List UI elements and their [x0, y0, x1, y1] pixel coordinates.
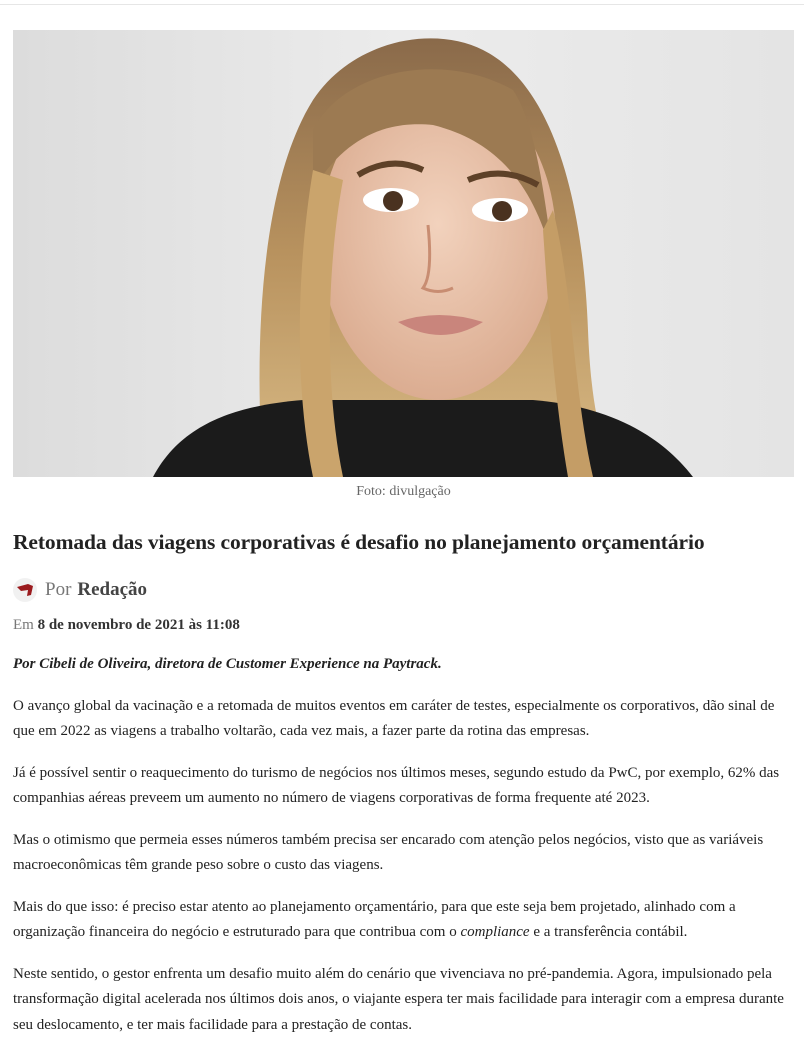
- paragraph-2: Já é possível sentir o reaquecimento do turismo de negócios nos últimos meses, segundo estudo da PwC, por exemplo, 62% das companhias aéreas preveem um aumento no número de viagens corporativas de forma frequente até 2023.: [13, 764, 780, 806]
- top-divider: [0, 0, 804, 5]
- article-title: Retomada das viagens corporativas é desafio no planejamento orçamentário: [13, 530, 705, 554]
- article-photo: [13, 30, 794, 477]
- paragraph-1: O avanço global da vacinação e a retomada de muitos eventos em caráter de testes, especialmente os corporativos, dão sinal de que em 2022 as viagens a trabalho voltarão, cada vez mais, a fazer parte da rotina das empresas.: [13, 697, 775, 739]
- byline: [13, 577, 147, 603]
- paragraph-3: Mas o otimismo que permeia esses números também precisa ser encarado com atenção pelos negócios, visto que as variáveis macroeconômicas têm grande peso sobre o custo das viagens.: [13, 831, 764, 873]
- paragraph-4-emphasis: compliance: [460, 924, 530, 940]
- paragraph-4-text: Mais do que isso: é preciso estar atento ao planejamento orçamentário, para que este seja bem projetado, alinhado com a organização financeira do negócio e estruturado para que contribua com o: [13, 898, 736, 940]
- byline-prefix: Por: [45, 579, 72, 600]
- paragraph-5: Neste sentido, o gestor enfrenta um desafio muito além do cenário que vivenciava no pré-pandemia. Agora, impulsionado pela transformação digital acelerada nos últimos dois anos, o viajante espera ter mais facilidade para interagir com a empresa durante seu deslocamento, e ter mais facilidade para a prestação de contas.: [13, 965, 784, 1033]
- publish-date: [13, 617, 240, 634]
- author-avatar[interactable]: [13, 578, 37, 602]
- photo-caption: Foto: divulgação: [356, 484, 451, 499]
- article-body: [13, 652, 793, 1054]
- paragraph-4: [13, 895, 793, 946]
- article-lead: Por Cibeli de Oliveira, diretora de Customer Experience na Paytrack.: [13, 656, 442, 672]
- author-link[interactable]: Redação: [77, 579, 148, 600]
- paragraph-4-text-end: e a transferência contábil.: [529, 924, 688, 940]
- date-prefix: Em: [13, 617, 34, 633]
- redacao-logo-icon: [16, 583, 34, 597]
- date-value: 8 de novembro de 2021 às 11:08: [37, 617, 240, 633]
